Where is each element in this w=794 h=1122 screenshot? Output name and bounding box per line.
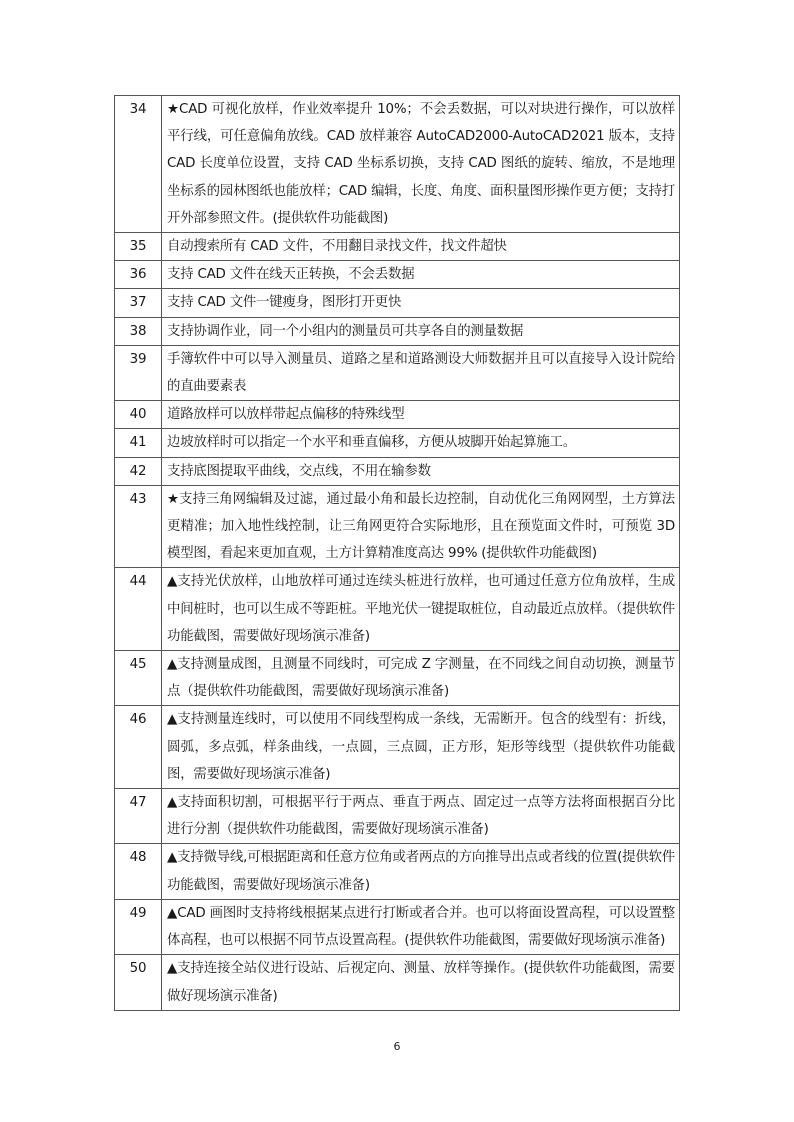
table-row xyxy=(115,844,680,899)
row-text: 支持底图提取平曲线，交点线，不用在输参数 xyxy=(162,457,680,485)
row-text: 道路放样可以放样带起点偏移的特殊线型 xyxy=(162,401,680,429)
table-row xyxy=(115,261,680,289)
row-number: 50 xyxy=(115,955,162,1010)
table-row xyxy=(115,568,680,651)
row-text: ★支持三角网编辑及过滤，通过最小角和最长边控制，自动优化三角网网型，土方算法更精准；加入地性线控制，让三角网更符合实际地形，且在预览面文件时，可预览 3D 模型图，看起来更加直观，土方计算精准度高达 99% (提供软件功能截图) xyxy=(162,485,680,568)
row-number: 38 xyxy=(115,317,162,345)
table-row xyxy=(115,706,680,789)
row-text: ▲支持连接全站仪进行设站、后视定向、测量、放样等操作。(提供软件功能截图，需要做好现场演示准备) xyxy=(162,955,680,1010)
table-row xyxy=(115,233,680,261)
row-text: 自动搜索所有 CAD 文件，不用翻目录找文件，找文件超快 xyxy=(162,233,680,261)
row-text: ★CAD 可视化放样，作业效率提升 10%；不会丢数据，可以对块进行操作，可以放样平行线，可任意偏角放线。CAD 放样兼容 AutoCAD2000-AutoCAD2021 版本，支持 CAD 长度单位设置，支持 CAD 坐标系切换，支持 CAD 图纸的旋转、缩放，不是地理坐标系的园林图纸也能放样；CAD 编辑，长度、角度、面积量图形操作更方便；支持打开外部参照文件。(提供软件功能截图) xyxy=(162,96,680,233)
row-number: 44 xyxy=(115,568,162,651)
row-text: 支持 CAD 文件在线天正转换，不会丢数据 xyxy=(162,261,680,289)
row-text: 边坡放样时可以指定一个水平和垂直偏移，方便从坡脚开始起算施工。 xyxy=(162,429,680,457)
table-row xyxy=(115,96,680,233)
row-number: 48 xyxy=(115,844,162,899)
row-number: 35 xyxy=(115,233,162,261)
row-number: 41 xyxy=(115,429,162,457)
table-row xyxy=(115,345,680,400)
row-number: 36 xyxy=(115,261,162,289)
row-number: 49 xyxy=(115,899,162,954)
row-number: 47 xyxy=(115,789,162,844)
requirements-table xyxy=(114,95,680,1011)
table-row xyxy=(115,401,680,429)
table-row xyxy=(115,651,680,706)
table-row xyxy=(115,899,680,954)
table-row xyxy=(115,485,680,568)
row-text: 支持 CAD 文件一键瘦身，图形打开更快 xyxy=(162,289,680,317)
table-row xyxy=(115,789,680,844)
table-row xyxy=(115,955,680,1010)
row-number: 46 xyxy=(115,706,162,789)
table-row xyxy=(115,289,680,317)
row-text: ▲支持微导线,可根据距离和任意方位角或者两点的方向推导出点或者线的位置(提供软件功能截图，需要做好现场演示准备) xyxy=(162,844,680,899)
row-text: ▲CAD 画图时支持将线根据某点进行打断或者合并。也可以将面设置高程，可以设置整体高程，也可以根据不同节点设置高程。(提供软件功能截图，需要做好现场演示准备) xyxy=(162,899,680,954)
table-row xyxy=(115,429,680,457)
row-number: 40 xyxy=(115,401,162,429)
row-number: 37 xyxy=(115,289,162,317)
row-text: 支持协调作业，同一个小组内的测量员可共享各自的测量数据 xyxy=(162,317,680,345)
row-number: 43 xyxy=(115,485,162,568)
row-number: 34 xyxy=(115,96,162,233)
row-text: ▲支持测量连线时，可以使用不同线型构成一条线，无需断开。包含的线型有：折线，圆弧，多点弧，样条曲线，一点圆，三点圆，正方形，矩形等线型（提供软件功能截图，需要做好现场演示准备) xyxy=(162,706,680,789)
page-number: 6 xyxy=(393,1040,401,1053)
row-text: ▲支持面积切割，可根据平行于两点、垂直于两点、固定过一点等方法将面根据百分比进行分割（提供软件功能截图，需要做好现场演示准备) xyxy=(162,789,680,844)
row-number: 45 xyxy=(115,651,162,706)
row-text: 手簿软件中可以导入测量员、道路之星和道路测设大师数据并且可以直接导入设计院给的直曲要素表 xyxy=(162,345,680,400)
row-number: 39 xyxy=(115,345,162,400)
row-number: 42 xyxy=(115,457,162,485)
row-text: ▲支持测量成图，且测量不同线时，可完成 Z 字测量，在不同线之间自动切换，测量节点（提供软件功能截图，需要做好现场演示准备) xyxy=(162,651,680,706)
row-text: ▲支持光伏放样，山地放样可通过连续头桩进行放样，也可通过任意方位角放样，生成中间桩时，也可以生成不等距桩。平地光伏一键提取桩位，自动最近点放样。（提供软件功能截图，需要做好现场演示准备) xyxy=(162,568,680,651)
table-row xyxy=(115,317,680,345)
table-row xyxy=(115,457,680,485)
